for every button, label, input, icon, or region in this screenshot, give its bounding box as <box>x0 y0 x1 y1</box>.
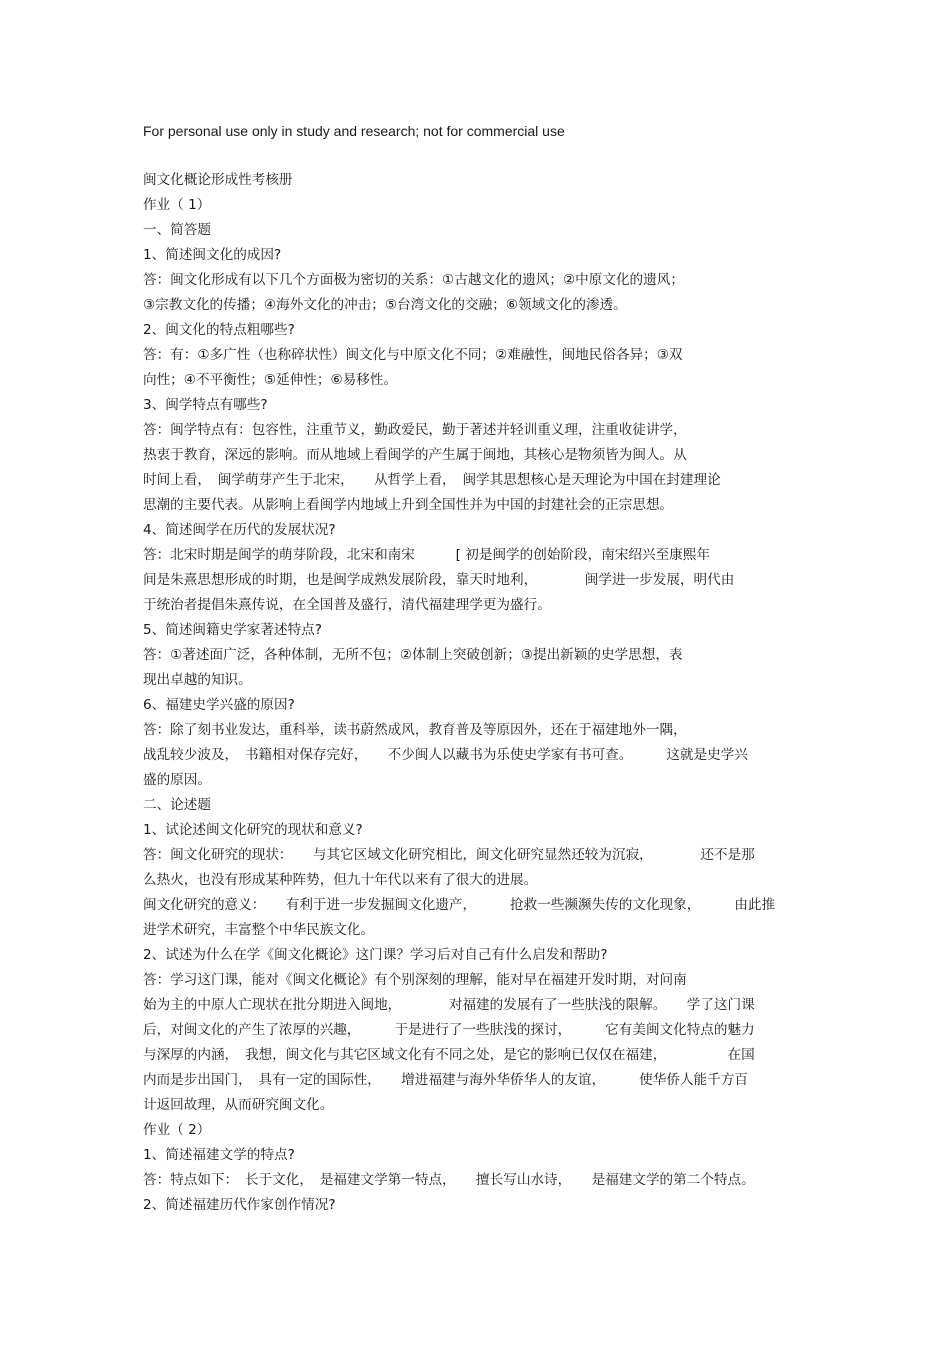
assignment-heading-2: 作业（ 2） <box>143 1122 211 1138</box>
answer-line: 答：特点如下： 长于文化， 是福建文学第一特点， 擅长写山水诗， 是福建文学的第二个特点。 <box>143 1172 755 1188</box>
doc-title: 闽文化概论形成性考核册 <box>143 172 293 188</box>
answer-line: 热衷于教育，深远的影响。而从地域上看闽学的产生属于闽地，其核心是物须皆为闽人。从 <box>143 447 687 463</box>
question-line: 4、简述闽学在历代的发展状况? <box>143 522 336 538</box>
section-heading-essay: 二、论述题 <box>143 797 211 813</box>
answer-line: 时间上看， 闽学萌芽产生于北宋， 从哲学上看， 闽学其思想核心是天理论为中国在封建理论 <box>143 472 721 488</box>
answer-line: 始为主的中原人亡现状在批分期进入闽地， 对福建的发展有了一些肤浅的限解。 学了这门课 <box>143 997 755 1013</box>
answer-line: 向性；④不平衡性；⑤延伸性；⑥易移性。 <box>143 372 398 388</box>
assignment-heading-1: 作业（ 1） <box>143 197 211 213</box>
answer-line: 后，对闽文化的产生了浓厚的兴趣， 于是进行了一些肤浅的探讨， 它有美闽文化特点的魅力 <box>143 1022 755 1038</box>
answer-line: 于统治者提倡朱熹传说，在全国普及盛行，清代福建理学更为盛行。 <box>143 597 551 613</box>
answer-line: 间是朱熹思想形成的时期，也是闽学成熟发展阶段，靠天时地利， 闽学进一步发展，明代由 <box>143 572 735 588</box>
answer-line: 与深厚的内涵， 我想，闽文化与其它区域文化有不同之处，是它的影响已仅仅在福建， 在国 <box>143 1047 755 1063</box>
answer-line: ③宗教文化的传播；④海外文化的冲击；⑤台湾文化的交融；⑥领域文化的渗透。 <box>143 297 627 313</box>
answer-line: 答：①著述面广泛，各种体制，无所不包；②体制上突破创新；③提出新颖的史学思想，表 <box>143 647 683 663</box>
question-line: 3、闽学特点有哪些? <box>143 397 268 413</box>
answer-line: 现出卓越的知识。 <box>143 672 252 688</box>
answer-line: 盛的原因。 <box>143 772 211 788</box>
question-line: 2、闽文化的特点粗哪些? <box>143 322 295 338</box>
usage-notice: For personal use only in study and research; not for commercial use <box>143 123 565 139</box>
answer-line: 计返回故理，从而研究闽文化。 <box>143 1097 334 1113</box>
question-line: 5、简述闽籍史学家著述特点? <box>143 622 322 638</box>
question-line: 2、简述福建历代作家创作情况? <box>143 1197 336 1213</box>
answer-line: 内而是步出国门， 具有一定的国际性， 增进福建与海外华侨华人的友谊， 使华侨人能千方百 <box>143 1072 748 1088</box>
section-heading-short-answer: 一、简答题 <box>143 222 211 238</box>
answer-line: 战乱较少波及， 书籍相对保存完好， 不少闽人以藏书为乐使史学家有书可查。 这就是史学兴 <box>143 747 748 763</box>
answer-line: 答：北宋时期是闽学的萌芽阶段，北宋和南宋 [ 初是闽学的创始阶段，南宋绍兴至康熙年 <box>143 547 710 563</box>
answer-line: 答：闽文化研究的现状： 与其它区域文化研究相比，闽文化研究显然还较为沉寂， 还不是那 <box>143 847 755 863</box>
question-line: 1、简述福建文学的特点? <box>143 1147 295 1163</box>
answer-line: 答：学习这门课，能对《闽文化概论》有个别深刻的理解，能对早在福建开发时期，对问南 <box>143 972 687 988</box>
answer-line: 么热火，也没有形成某种阵势，但九十年代以来有了很大的进展。 <box>143 872 538 888</box>
document-body <box>143 168 808 1218</box>
answer-line: 进学术研究，丰富整个中华民族文化。 <box>143 922 375 938</box>
answer-line: 答：闽文化形成有以下几个方面极为密切的关系：①古越文化的遗风；②中原文化的遗风； <box>143 272 684 288</box>
question-line: 2、试述为什么在学《闽文化概论》这门课？学习后对自己有什么启发和帮助? <box>143 947 608 963</box>
answer-line: 答：闽学特点有：包容性，注重节义，勤政爱民，勤于著述并轻训重义理，注重收徒讲学， <box>143 422 687 438</box>
question-line: 1、简述闽文化的成因? <box>143 247 282 263</box>
question-line: 6、福建史学兴盛的原因? <box>143 697 295 713</box>
answer-line: 闽文化研究的意义： 有利于进一步发掘闽文化遗产， 抢救一些濒濒失传的文化现象， 由此推 <box>143 897 776 913</box>
answer-line: 思潮的主要代表。从影响上看闽学内地域上升到全国性并为中国的封建社会的正宗思想。 <box>143 497 674 513</box>
question-line: 1、试论述闽文化研究的现状和意义? <box>143 822 363 838</box>
answer-line: 答：有：①多广性（也称碎状性）闽文化与中原文化不同；②难融性，闽地民俗各异；③双 <box>143 347 683 363</box>
answer-line: 答：除了刻书业发达，重科举，读书蔚然成风，教育普及等原因外，还在于福建地外一隅， <box>143 722 687 738</box>
